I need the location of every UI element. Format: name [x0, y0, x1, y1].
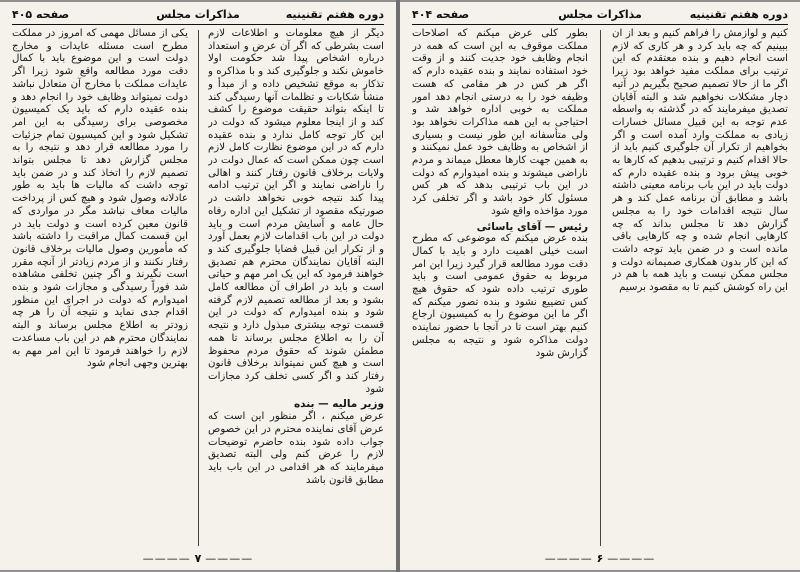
right-page-body	[412, 28, 788, 548]
left-page-header	[12, 6, 384, 25]
left-page-number-label: صفحه ۴۰۵	[12, 8, 70, 21]
left-page-footer: ———— ۷ ————	[142, 552, 254, 565]
right-page-column-left	[412, 28, 588, 548]
right-page-header	[412, 6, 788, 25]
right-col1-paragraph: کنیم و لوازمش را فراهم کنیم و بعد از آن ببینیم که چه باید کرد و هر کاری که لازم است انجام دهیم و بنده معتقدم که این ترتیب برای مملکت مفید خواهد بود زیرا اگر ما از حالا تصمیم صحیح بگیریم در آتیه دچار مشکلات نخواهیم شد و البته آقایان تصدیق میفرمایند که در گذشته به واسطه عدم توجه به این قبیل مسائل خسارات زیادی به مملکت وارد آمده است و اگر بخواهیم از تکرار آن جلوگیری کنیم باید از حالا اقدام کنیم و ترتیبی بدهیم که کارها به خوبی پیش برود و بنده عقیده دارم که دولت باید در این باب برنامه معینی داشته باشد و مطابق آن برنامه عمل کند و هر سال نتیجه اقدامات خود را به مجلس گزارش دهد تا مجلس بداند که چه کارهایی انجام شده و چه کارهایی باقی مانده است و در ضمن باید توجه داشت که این کار بدون همکاری صمیمانه دولت و مجلس ممکن نیست و باید همه با هم در این راه کوشش کنیم تا به مقصود برسیم	[612, 28, 788, 294]
right-page-title: مذاکرات مجلس	[558, 8, 642, 21]
right-page-session: دوره هفتم تقنینیه	[689, 8, 788, 21]
left-page-title: مذاکرات مجلس	[156, 8, 240, 21]
left-footer-page-number: ۷	[194, 552, 202, 565]
left-page-column-left	[12, 28, 188, 548]
left-page-session: دوره هفتم تقنینیه	[285, 8, 384, 21]
right-col2-paragraph: بطور کلی عرض میکنم که اصلاحات مملکت موقوف به این است که همه در انجام وظایف خود جدیت کنند و از وقت خود استفاده نمایند و بنده عقیده دارم که اگر هر کس در هر مقامی که هست وظیفه خود را به درستی انجام دهد امور مملکت به خوبی اداره خواهد شد و احتیاجی به این همه مذاکرات نخواهد بود ولی متأسفانه این طور نیست و بسیاری از اشخاص به وظایف خود عمل نمیکنند و به همین جهت کارها معطل میماند و مردم ناراضی میشوند و بنده امیدوارم که دولت در این باب ترتیبی بدهد که هر کس مسئول کار خود باشد و اگر تخلفی کرد مورد مؤاخذه واقع شود	[412, 28, 588, 217]
left-col1-paragraph: دیگر از هیچ معلومات و اطلاعات لازم است بشرطی که اگر آن عرض و استعداد درباره اشخاص پیدا شد حکومت اولا خاموش نکند و جلوگیری کند و با مذاکره و تذکار به موقع تشخیص داده و از مبدأ و منشأ شکایات و تظلمات آنها رسیدگی کند تا اینکه بتواند حقیقت موضوع را کشف کند و از اینجا معلوم میشود که دولت در این کار توجه کامل ندارد و بنده عقیده دارم که در این موضوع نظارت کامل لازم است چون ممکن است که عمال دولت در ولایات برخلاف قانون رفتار کنند و اهالی را ناراضی نمایند و اگر این ترتیب ادامه پیدا کند نتیجه خوبی نخواهد داشت در صورتیکه مقصود از تشکیل این اداره رفاه حال عامه و آسایش مردم است و باید دولت در این باب اقدامات لازم بعمل آورد و از تکرار این قبیل قضایا جلوگیری کند و البته آقایان نمایندگان محترم هم تصدیق خواهند فرمود که این یک امر مهم و حیاتی است و باید در اطراف آن مطالعه کامل بشود و بعد از مطالعه تصمیم لازم گرفته شود و بنده امیدوارم که دولت در این قسمت توجه بیشتری مبذول دارد و نتیجه آن را به اطلاع مجلس برساند تا همه مطمئن شوند که حقوق مردم محفوظ است و هیچ کس نمیتواند برخلاف قانون رفتار کند و اگر کسی تخلف کرد مجازات شود	[208, 28, 384, 395]
right-page-number-label: صفحه ۴۰۴	[412, 8, 470, 21]
right-page	[400, 2, 800, 570]
left-page	[0, 2, 396, 570]
left-section-heading: وزیر مالیه — بنده	[293, 398, 384, 411]
left-col1-paragraph-b: عرض میکنم ، اگر منظور این است که عرض آقای نماینده محترم در این خصوص جواب داده شود بنده حاضرم توضیحات لازم را عرض کنم ولی البته تصدیق میفرمایند که هر اقدامی در این باب باید مطابق قانون باشد	[208, 411, 384, 486]
right-col2-paragraph-b: بنده عرض میکنم که موضوعی که مطرح است خیلی اهمیت دارد و باید با کمال دقت مورد مطالعه قرار گیرد زیرا این امر مربوط به حقوق عمومی است و باید طوری ترتیب داده شود که حقوق هیچ کس تضییع نشود و بنده تصور میکنم که اگر ما این موضوع را به کمیسیون ارجاع کنیم بهتر است تا در آنجا با حضور نماینده دولت مذاکره شود و نتیجه به مجلس گزارش شود	[412, 233, 588, 359]
left-page-body	[12, 28, 384, 548]
left-col2-paragraph: یکی از مسائل مهمی که امروز در مملکت مطرح است مسئله عایدات و مخارج دولت است و این موضوع باید با کمال دقت مورد مطالعه واقع شود زیرا اگر عایدات مملکت با مخارج آن متعادل نباشد دولت نمیتواند وظایف خود را انجام دهد و بنده عقیده دارم که باید یک کمیسیون مخصوصی برای رسیدگی به این امر تشکیل شود و این کمیسیون تمام جزئیات را مورد مطالعه قرار دهد و نتیجه را به مجلس گزارش دهد تا مجلس بتواند تصمیم لازم را اتخاذ کند و در ضمن باید توجه داشت که مالیات ها باید به طور عادلانه وصول شود و هیچ کس از پرداخت مالیات معاف نباشد مگر در مواردی که قانون معین کرده است و دولت باید در این قسمت کمال مراقبت را داشته باشد که مأمورین وصول مالیات برخلاف قانون رفتار نکنند و از مردم زیادتر از آنچه مقرر است نگیرند و اگر چنین تخلفی مشاهده شد فوراً رسیدگی و مجازات شود و بنده امیدوارم که دولت در اجرای این منظور اقدام جدی نماید و نتیجه آن را هر چه زودتر به اطلاع مجلس برساند و البته نمایندگان محترم هم در این باب مساعدت لازم را خواهند فرمود تا این امر مهم به بهترین وجهی انجام شود	[12, 28, 188, 370]
right-page-column-right	[612, 28, 788, 548]
right-page-footer: ———— ۶ ————	[544, 552, 656, 565]
right-section-heading: رئیس — آقای یاسائی	[476, 220, 588, 233]
left-page-column-right	[208, 28, 384, 548]
right-footer-page-number: ۶	[596, 552, 604, 565]
